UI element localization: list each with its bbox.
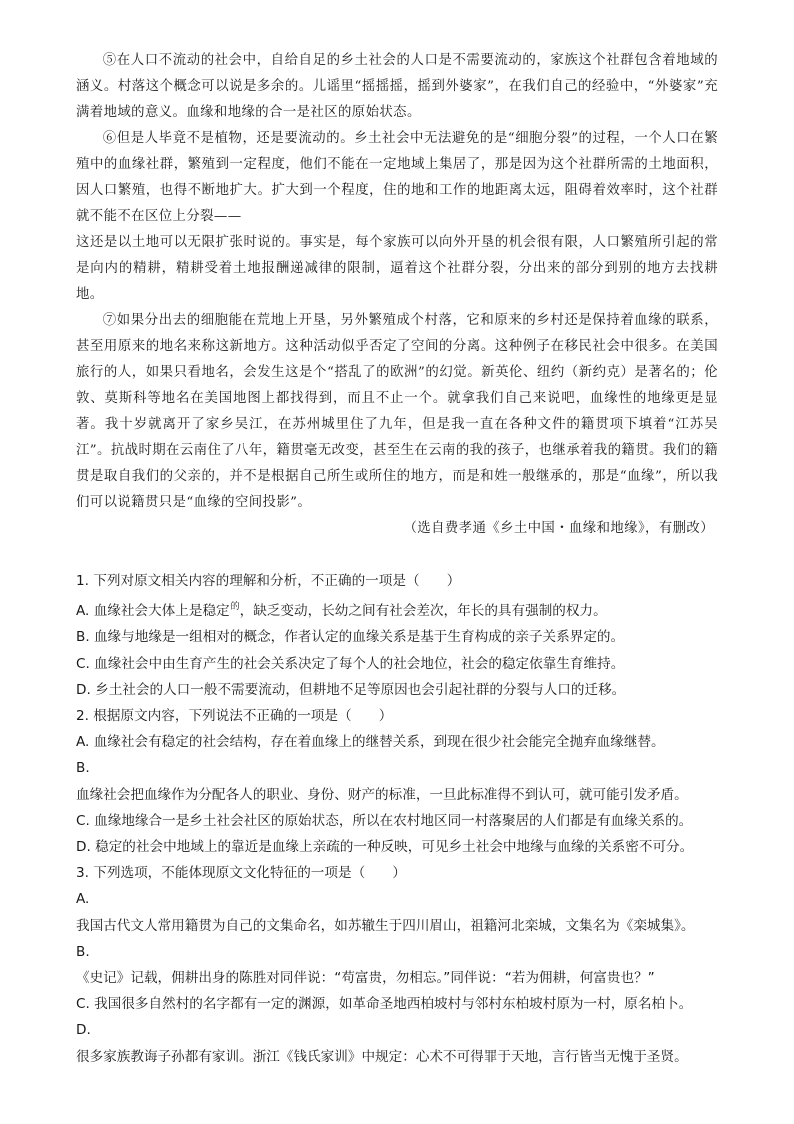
question-3-option-b: 《史记》记载，佣耕出身的陈胜对同伴说：“苟富贵，勿相忘。”同伴说：“若为佣耕，何富贵也？” <box>76 970 655 987</box>
question-3-option-b-label: B. <box>76 943 90 960</box>
paragraph-6-continued: 这还是以土地可以无限扩张时说的。事实是，每个家族可以向外开垦的机会很有限，人口繁殖所引起的常是向内的精耕，精耕受着土地报酬递减律的限制，逼着这个社群分裂，分出来的部分到别的地方去找耕地。 <box>76 235 718 302</box>
paragraph-6: ⑥但是人毕竟不是植物，还是要流动的。乡土社会中无法避免的是“细胞分裂”的过程，一个人口在繁殖中的血缘社群，繁殖到一定程度，他们不能在一定地域上集居了，那是因为这个社群所需的土地面积，因人口繁殖，也得不断地扩大。扩大到一个程度，住的地和工作的地距离太远，阻碍着效率时，这个社群就不能不在区位上分裂—— <box>76 131 718 224</box>
question-2-option-a: A. 血缘社会有稳定的社会结构，存在着血缘上的继替关系，到现在很少社会能完全抛弃血缘继替。 <box>76 734 665 751</box>
question-section <box>76 568 724 1070</box>
question-3-option-d-label: D. <box>76 1022 91 1039</box>
superscript-mark: 的 <box>230 602 240 613</box>
question-3-option-a: 我国古代文人常用籍贯为自己的文集命名，如苏辙生于四川眉山，祖籍河北栾城，文集名为《栾城集》。 <box>76 917 695 934</box>
question-2-stem: 2. 根据原文内容，下列说法不正确的一项是（ ） <box>76 708 393 725</box>
question-2-option-b-label: B. <box>76 760 90 777</box>
question-1-option-b: B. 血缘与地缘是一组相对的概念，作者认定的血缘关系是基于生育构成的亲子关系界定的。 <box>76 629 625 646</box>
reading-passage <box>76 48 718 542</box>
question-3-option-c: C. 我国很多自然村的名字都有一定的渊源，如革命圣地西柏坡村与邻村东柏坡村原为一村，原名柏卜。 <box>76 996 693 1013</box>
question-2-option-d: D. 稳定的社会中地域上的靠近是血缘上亲疏的一种反映，可见乡土社会中地缘与血缘的关系密不可分。 <box>76 839 694 856</box>
option-text: ，缺乏变动，长幼之间有社会差次，年长的具有强制的权力。 <box>239 603 607 620</box>
question-1-option-c: C. 血缘社会中由生育产生的社会关系决定了每个人的社会地位，社会的稳定依靠生育维持。 <box>76 655 625 672</box>
question-2-option-c: C. 血缘地缘合一是乡土社会社区的原始状态，所以在农村地区同一村落聚居的人们都是有血缘关系的。 <box>76 812 693 829</box>
option-text: A. 血缘社会大体上是稳定 <box>76 603 230 620</box>
question-1-option-a <box>76 594 724 624</box>
question-3-stem: 3. 下列选项，不能体现原文文化特征的一项是（ ） <box>76 865 406 882</box>
paragraph-7: ⑦如果分出去的细胞能在荒地上开垦，另外繁殖成个村落，它和原来的乡村还是保持着血缘的联系，甚至用原来的地名来称这新地方。这种活动似乎否定了空间的分离。这种例子在移民社会中很多。在美国旅行的人，如果只看地名，会发生这是个“搭乱了的欧洲”的幻觉。新英伦、纽约（新约克）是著名的；伦敦、莫斯科等地名在美国地图上都找得到，而且不止一个。就拿我们自己来说吧，血缘性的地缘更是显著。我十岁就离开了家乡吴江，在苏州城里住了九年，但是我一直在各种文件的籍贯项下填着“江苏吴江”。抗战时期在云南住了八年，籍贯毫无改变，甚至生在云南的我的孩子，也继承着我的籍贯。我们的籍贯是取自我们的父亲的，并不是根据自己所生或所住的地方，而是和姓一般继承的，那是“血缘”，所以我们可以说籍贯只是“血缘的空间投影”。 <box>76 313 718 510</box>
source-citation: （选自费孝通《乡土中国・血缘和地缘》，有删改） <box>403 521 714 536</box>
question-1-stem: 1. 下列对原文相关内容的理解和分析，不正确的一项是（ ） <box>76 573 461 589</box>
question-3-option-a-label: A. <box>76 891 90 908</box>
question-1-option-d: D. 乡土社会的人口一般不需要流动，但耕地不足等原因也会引起社群的分裂与人口的迁移。 <box>76 681 626 698</box>
question-2-option-b: 血缘社会把血缘作为分配各人的职业、身份、财产的标准，一旦此标准得不到认可，就可能引发矛盾。 <box>76 786 688 803</box>
question-3-option-d: 很多家族教诲子孙都有家训。浙江《钱氏家训》中规定：心术不可得罪于天地，言行皆当无愧于圣贤。 <box>76 1048 688 1065</box>
paragraph-5: ⑤在人口不流动的社会中，自给自足的乡土社会的人口是不需要流动的，家族这个社群包含着地域的涵义。村落这个概念可以说是多余的。儿谣里“摇摇摇，摇到外婆家”，在我们自己的经验中，“外婆家”充满着地域的意义。血缘和地缘的合一是社区的原始状态。 <box>76 53 718 120</box>
